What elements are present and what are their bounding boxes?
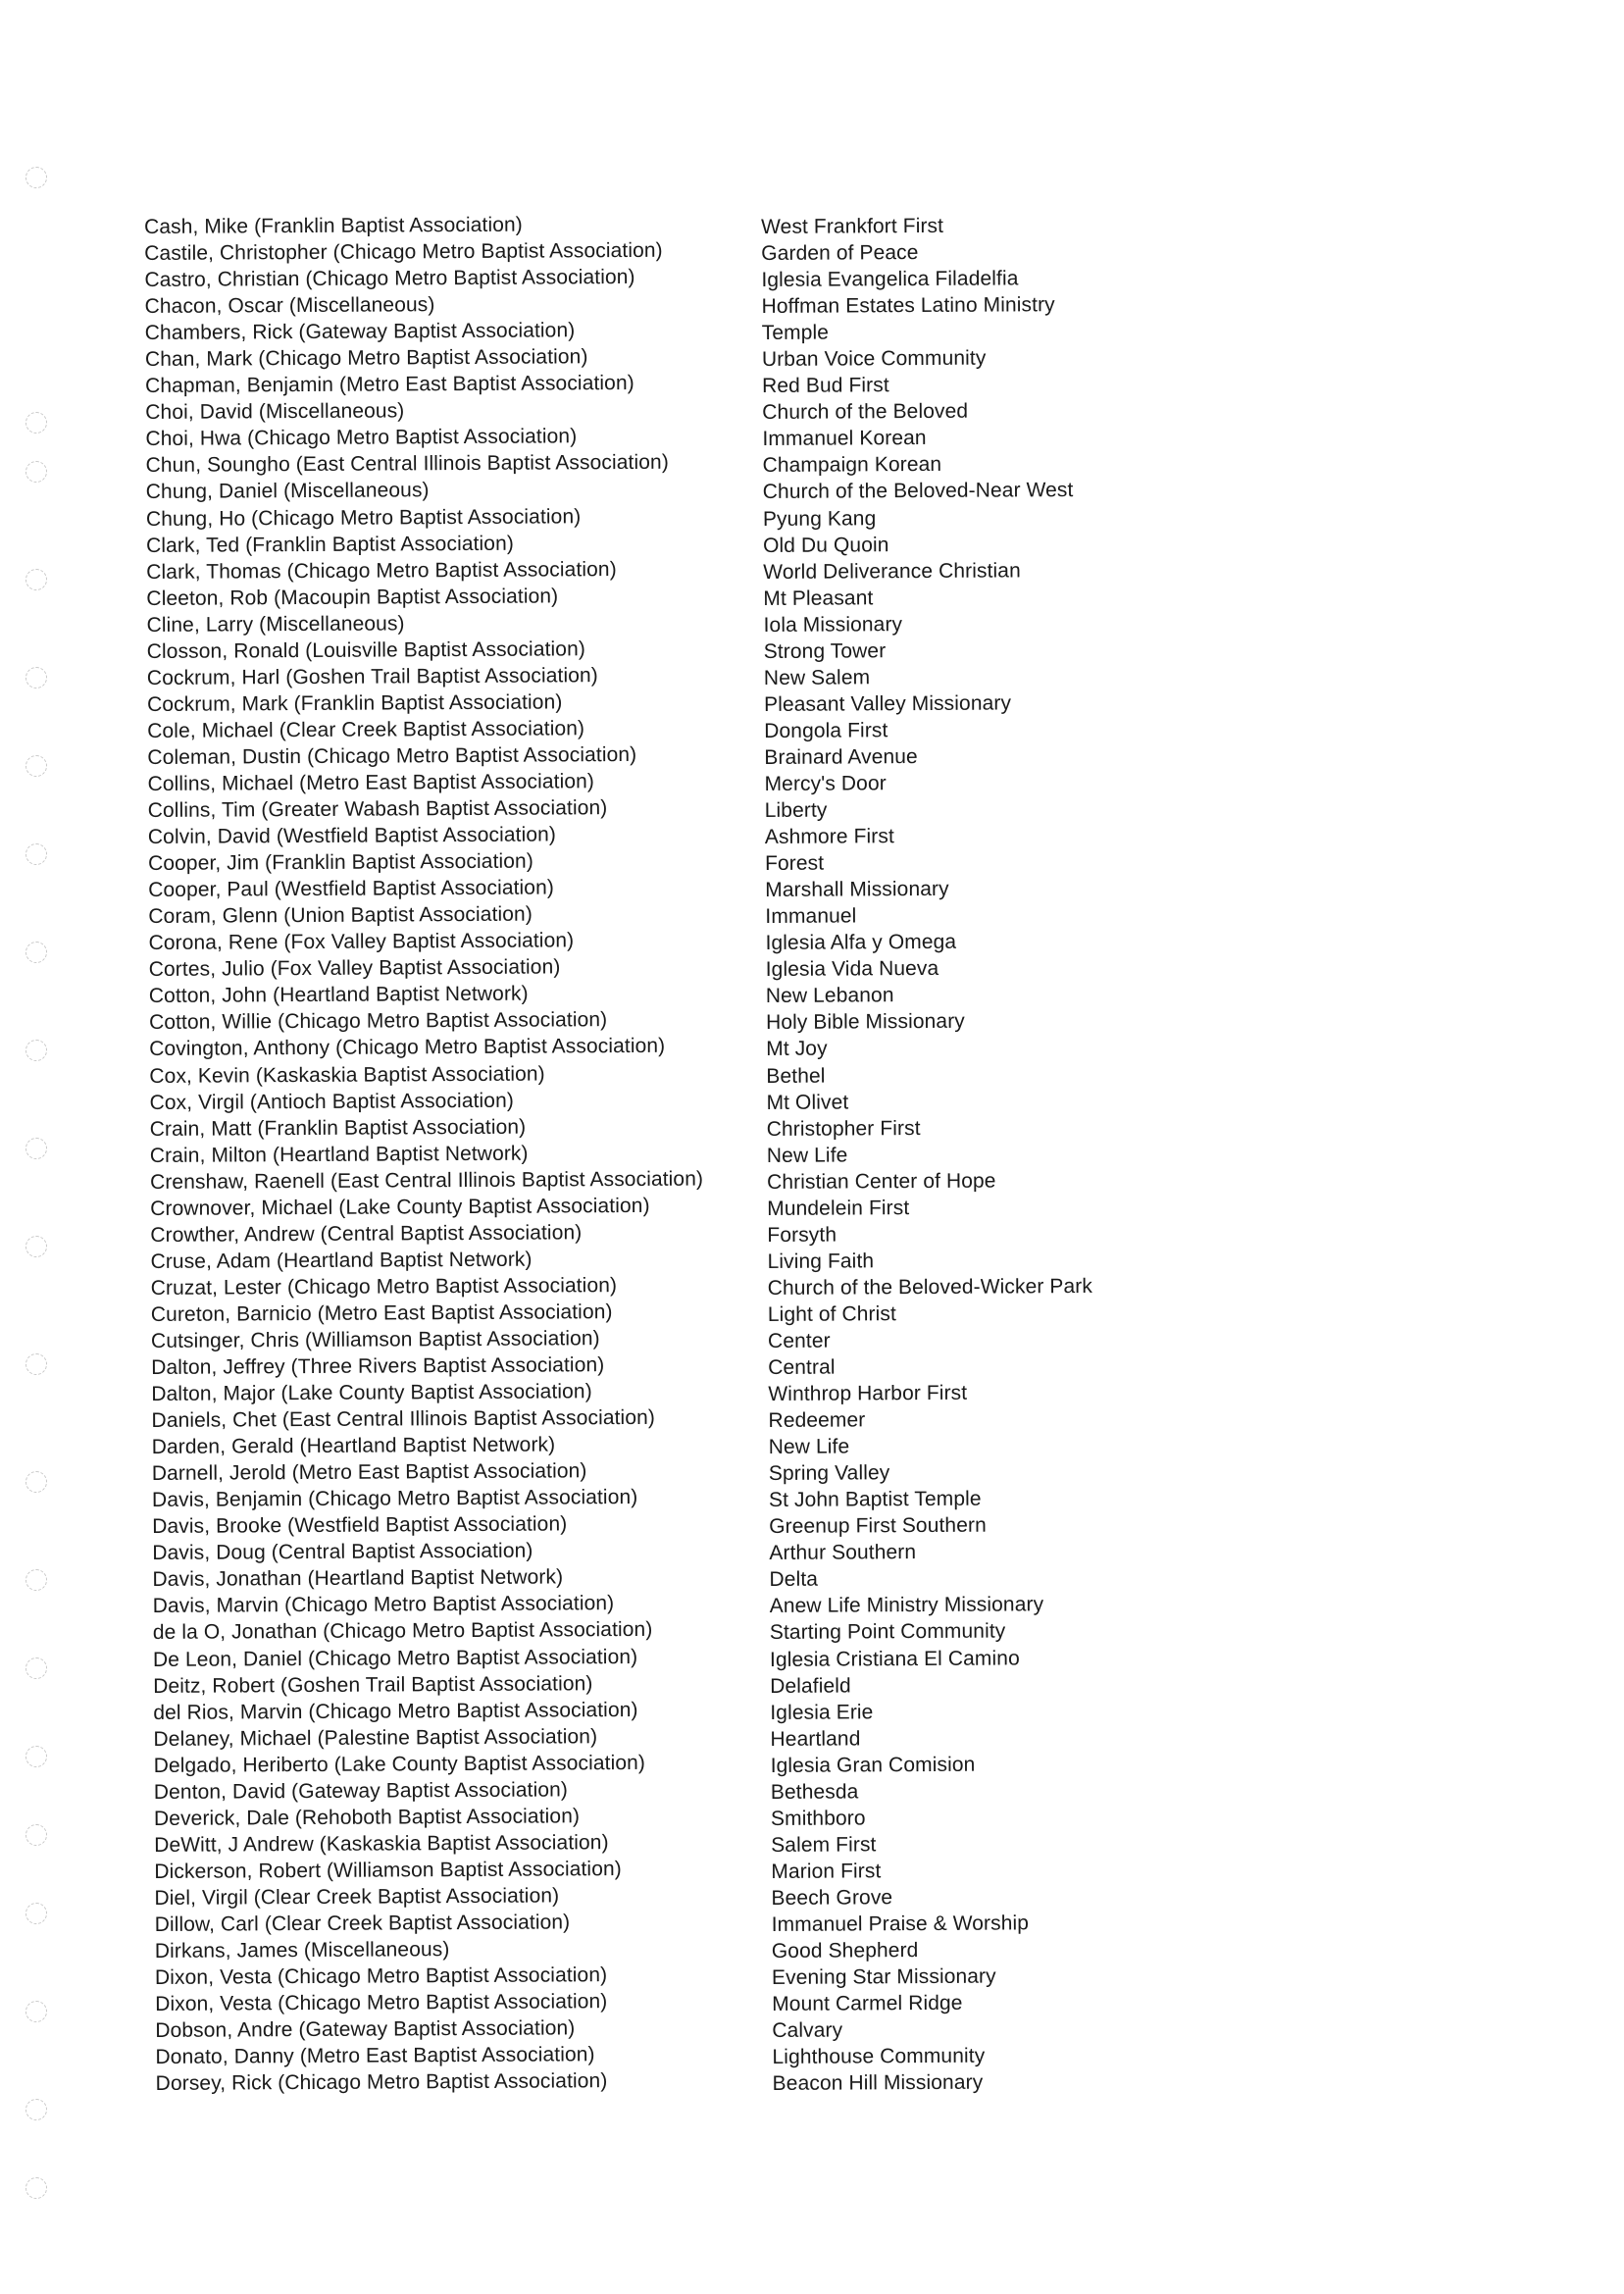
pastor-name: Davis, Brooke (Westfield Baptist Association): [152, 1512, 568, 1539]
pastor-name: Cutsinger, Chris (Williamson Baptist Association): [150, 1327, 600, 1352]
church-name: Forsyth: [767, 1223, 837, 1247]
church-name: Holy Bible Missionary: [765, 1010, 965, 1035]
pastor-name: Cleeton, Rob (Macoupin Baptist Association): [146, 585, 559, 610]
church-name: Heartland: [770, 1727, 861, 1751]
hole-punch-mark: [25, 167, 47, 188]
church-name: Iglesia Erie: [770, 1700, 874, 1724]
church-name: Living Faith: [767, 1249, 875, 1273]
church-name: Iglesia Evangelica Filadelfia: [761, 267, 1019, 292]
church-name: Mercy's Door: [764, 772, 887, 795]
pastor-name: Cox, Kevin (Kaskaskia Baptist Association): [149, 1062, 545, 1088]
pastor-name: de la O, Jonathan (Chicago Metro Baptist Association): [152, 1618, 653, 1645]
pastor-name: Chung, Daniel (Miscellaneous): [145, 479, 430, 504]
pastor-name: Dickerson, Robert (Williamson Baptist Association): [154, 1857, 622, 1883]
church-name: Mt Joy: [766, 1038, 828, 1061]
pastor-name: Davis, Marvin (Chicago Metro Baptist Association): [152, 1592, 615, 1618]
church-name: Good Shepherd: [771, 1939, 919, 1963]
church-name: Iglesia Gran Comision: [770, 1753, 976, 1777]
church-name: Strong Tower: [763, 638, 887, 663]
church-name: New Life: [768, 1435, 850, 1459]
church-name: Central: [768, 1355, 836, 1379]
church-name: Anew Life Ministry Missionary: [769, 1593, 1044, 1618]
pastor-name: DeWitt, J Andrew (Kaskaskia Baptist Association): [154, 1830, 609, 1857]
hole-punch-mark: [25, 843, 47, 865]
pastor-name: Coleman, Dustin (Chicago Metro Baptist Association): [147, 742, 637, 769]
church-name: Mt Pleasant: [763, 586, 874, 610]
church-name: Winthrop Harbor First: [768, 1381, 968, 1406]
hole-punch-mark: [25, 667, 47, 688]
pastor-name: Dalton, Jeffrey (Three Rivers Baptist Association): [151, 1353, 605, 1379]
church-name: Calvary: [772, 2018, 843, 2043]
pastor-name: Dobson, Andre (Gateway Baptist Association): [155, 2016, 576, 2043]
pastor-name: Chan, Mark (Chicago Metro Baptist Association): [144, 345, 588, 372]
hole-punch-mark: [25, 1903, 47, 1924]
church-name: Mundelein First: [767, 1196, 910, 1220]
pastor-name: Cooper, Paul (Westfield Baptist Association): [148, 876, 554, 902]
pastor-name: Diel, Virgil (Clear Creek Baptist Association): [154, 1884, 560, 1910]
church-name: Arthur Southern: [769, 1541, 917, 1565]
hole-punch-mark: [25, 1657, 47, 1679]
church-name: Liberty: [764, 798, 828, 823]
church-name: Mount Carmel Ridge: [772, 1991, 963, 2016]
pastor-name: Dirkans, James (Miscellaneous): [154, 1938, 450, 1963]
hole-punch-mark: [25, 2177, 47, 2199]
church-name: Pyung Kang: [762, 506, 877, 531]
church-name: Marshall Missionary: [765, 878, 949, 902]
pastor-name: Cash, Mike (Franklin Baptist Association): [144, 213, 523, 238]
church-name: New Lebanon: [765, 984, 894, 1008]
pastor-name: Crowther, Andrew (Central Baptist Association): [150, 1221, 583, 1247]
hole-punch-mark: [25, 2099, 47, 2120]
church-name: Delafield: [770, 1674, 851, 1698]
church-name: Lighthouse Community: [772, 2044, 986, 2069]
church-name: Bethel: [766, 1064, 826, 1088]
church-name: Champaign Korean: [762, 453, 942, 478]
pastor-name: Clark, Ted (Franklin Baptist Association): [145, 532, 515, 557]
pastor-name: Crownover, Michael (Lake County Baptist Association): [150, 1194, 650, 1220]
pastor-name: Davis, Jonathan (Heartland Baptist Network): [152, 1565, 564, 1592]
church-name: Christopher First: [766, 1116, 921, 1141]
pastor-name: Corona, Rene (Fox Valley Baptist Association): [148, 929, 575, 955]
pastor-name: Cox, Virgil (Antioch Baptist Association): [149, 1089, 514, 1114]
hole-punch-mark: [25, 755, 47, 777]
church-name: Brainard Avenue: [764, 744, 918, 769]
church-name: Iola Missionary: [763, 612, 903, 637]
pastor-name: Cole, Michael (Clear Creek Baptist Association): [147, 717, 585, 742]
church-name: Redeemer: [768, 1408, 866, 1433]
pastor-name: Collins, Tim (Greater Wabash Baptist Association): [147, 796, 608, 823]
church-name: New Salem: [763, 666, 871, 689]
church-name: Delta: [769, 1568, 819, 1592]
church-name: St John Baptist Temple: [768, 1487, 982, 1512]
pastor-name: Choi, David (Miscellaneous): [145, 399, 405, 425]
pastor-name: Deverick, Dale (Rehoboth Baptist Association): [153, 1805, 581, 1830]
church-name: Church of the Beloved-Wicker Park: [767, 1274, 1093, 1300]
church-name: Ashmore First: [764, 825, 894, 849]
pastor-name: Delgado, Heriberto (Lake County Baptist Association): [153, 1751, 646, 1777]
church-name: Red Bud First: [762, 374, 889, 398]
pastor-name: Dalton, Major (Lake County Baptist Association): [151, 1380, 592, 1406]
pastor-name: Chun, Soungho (East Central Illinois Baptist Association): [145, 451, 669, 478]
hole-punch-mark: [25, 569, 47, 590]
church-name-column: [761, 212, 1097, 2097]
church-name: Church of the Beloved: [762, 400, 969, 425]
church-name: Pleasant Valley Missionary: [763, 691, 1012, 716]
pastor-name: Dixon, Vesta (Chicago Metro Baptist Association): [155, 1990, 608, 2016]
pastor-name: Crain, Matt (Franklin Baptist Association): [149, 1115, 527, 1141]
church-name: Center: [767, 1329, 831, 1352]
pastor-name: Cruzat, Lester (Chicago Metro Baptist Association): [150, 1273, 618, 1300]
hole-punch-mark: [25, 1236, 47, 1257]
pastor-name: Cockrum, Harl (Goshen Trail Baptist Association): [146, 663, 598, 689]
church-name: Garden of Peace: [761, 241, 919, 266]
pastor-name: Chambers, Rick (Gateway Baptist Association): [144, 319, 576, 345]
pastor-name: Coram, Glenn (Union Baptist Association): [148, 902, 533, 929]
hole-punch-mark: [25, 461, 47, 483]
church-name: Iglesia Vida Nueva: [765, 957, 939, 982]
hole-punch-mark: [25, 1824, 47, 1846]
church-name: Greenup First Southern: [769, 1513, 987, 1539]
church-name: Beech Grove: [771, 1886, 893, 1910]
church-name: Immanuel Praise & Worship: [771, 1912, 1030, 1936]
hole-punch-mark: [25, 1353, 47, 1375]
pastor-name: Darnell, Jerold (Metro East Baptist Association): [151, 1459, 587, 1486]
hole-punch-mark: [25, 1746, 47, 1767]
church-name: West Frankfort First: [761, 214, 944, 238]
church-name: World Deliverance Christian: [763, 558, 1021, 584]
pastor-name: Cockrum, Mark (Franklin Baptist Association): [146, 690, 563, 716]
pastor-name: Cooper, Jim (Franklin Baptist Association): [147, 849, 533, 876]
pastor-name: Covington, Anthony (Chicago Metro Baptist Association): [149, 1035, 666, 1061]
pastor-name: Deitz, Robert (Goshen Trail Baptist Association): [153, 1671, 593, 1698]
pastor-name: Cotton, Willie (Chicago Metro Baptist Association): [148, 1008, 608, 1035]
pastor-name: Crain, Milton (Heartland Baptist Network): [149, 1142, 529, 1167]
pastor-name: Crenshaw, Raenell (East Central Illinois Baptist Association): [149, 1167, 704, 1194]
pastor-name-column: [144, 211, 709, 2098]
church-name: Christian Center of Hope: [766, 1169, 996, 1194]
pastor-name: Dillow, Carl (Clear Creek Baptist Association): [154, 1911, 571, 1936]
church-name: Dongola First: [764, 719, 888, 742]
church-name: Salem First: [771, 1833, 877, 1857]
pastor-name: Choi, Hwa (Chicago Metro Baptist Association): [145, 425, 578, 451]
church-name: Bethesda: [770, 1780, 859, 1804]
church-name: Immanuel: [765, 904, 857, 929]
hole-punch-mark: [25, 1040, 47, 1061]
church-name: Evening Star Missionary: [771, 1964, 996, 1990]
pastor-name: De Leon, Daniel (Chicago Metro Baptist Association): [152, 1645, 638, 1671]
hole-punch-mark: [25, 1471, 47, 1493]
church-name: Temple: [761, 321, 830, 345]
pastor-name: Delaney, Michael (Palestine Baptist Association): [153, 1724, 598, 1751]
church-name: Urban Voice Community: [761, 346, 987, 372]
pastor-name: Colvin, David (Westfield Baptist Association): [147, 823, 557, 849]
church-name: Iglesia Cristiana El Camino: [769, 1646, 1020, 1671]
church-name: Immanuel Korean: [762, 427, 927, 451]
church-name: Iglesia Alfa y Omega: [765, 931, 957, 955]
pastor-name: Closson, Ronald (Louisville Baptist Association): [146, 637, 585, 663]
church-name: Smithboro: [770, 1807, 866, 1830]
pastor-name: Castro, Christian (Chicago Metro Baptist Association): [144, 266, 635, 292]
church-name: Old Du Quoin: [762, 533, 889, 557]
church-name: New Life: [766, 1144, 848, 1167]
pastor-name: Collins, Michael (Metro East Baptist Association): [147, 770, 595, 795]
church-name: Marion First: [771, 1860, 882, 1883]
pastor-name: Cotton, John (Heartland Baptist Network): [148, 982, 529, 1008]
pastor-name: Cureton, Barnicio (Metro East Baptist Association): [150, 1300, 613, 1326]
church-name: Hoffman Estates Latino Ministry: [761, 293, 1055, 319]
pastor-name: Daniels, Chet (East Central Illinois Baptist Association): [151, 1405, 655, 1433]
church-name: Beacon Hill Missionary: [772, 2070, 984, 2096]
hole-punch-mark: [25, 2001, 47, 2022]
pastor-name: Clark, Thomas (Chicago Metro Baptist Association): [146, 557, 617, 584]
church-name: Church of the Beloved-Near West: [762, 479, 1074, 504]
church-name: Starting Point Community: [769, 1619, 1006, 1645]
hole-punch-mark: [25, 1569, 47, 1591]
church-name: Spring Valley: [768, 1461, 890, 1486]
pastor-name: Chapman, Benjamin (Metro East Baptist Association): [145, 372, 634, 398]
pastor-name: Davis, Benjamin (Chicago Metro Baptist Association): [151, 1486, 638, 1512]
church-name: Forest: [764, 851, 825, 876]
pastor-name: Chung, Ho (Chicago Metro Baptist Association): [145, 504, 582, 531]
pastor-name: Cruse, Adam (Heartland Baptist Network): [150, 1248, 533, 1273]
pastor-name: Dixon, Vesta (Chicago Metro Baptist Association): [154, 1963, 608, 1990]
pastor-name: Dorsey, Rick (Chicago Metro Baptist Association): [155, 2069, 608, 2096]
pastor-name: del Rios, Marvin (Chicago Metro Baptist Association): [153, 1698, 638, 1724]
hole-punch-mark: [25, 942, 47, 963]
scanner-margin-marks: [25, 157, 94, 2217]
pastor-name: Denton, David (Gateway Baptist Association): [153, 1778, 569, 1804]
pastor-name: Donato, Danny (Metro East Baptist Association): [155, 2043, 595, 2069]
pastor-name: Darden, Gerald (Heartland Baptist Network): [151, 1433, 556, 1459]
pastor-name: Cline, Larry (Miscellaneous): [146, 612, 405, 637]
church-name: Light of Christ: [767, 1302, 896, 1326]
pastor-name: Davis, Doug (Central Baptist Association): [152, 1539, 533, 1565]
hole-punch-mark: [25, 1138, 47, 1159]
hole-punch-mark: [25, 412, 47, 433]
pastor-name: Castile, Christopher (Chicago Metro Baptist Association): [144, 238, 663, 266]
church-name: Mt Olivet: [766, 1091, 849, 1114]
pastor-name: Chacon, Oscar (Miscellaneous): [144, 293, 435, 319]
pastor-name: Cortes, Julio (Fox Valley Baptist Association): [148, 955, 561, 982]
